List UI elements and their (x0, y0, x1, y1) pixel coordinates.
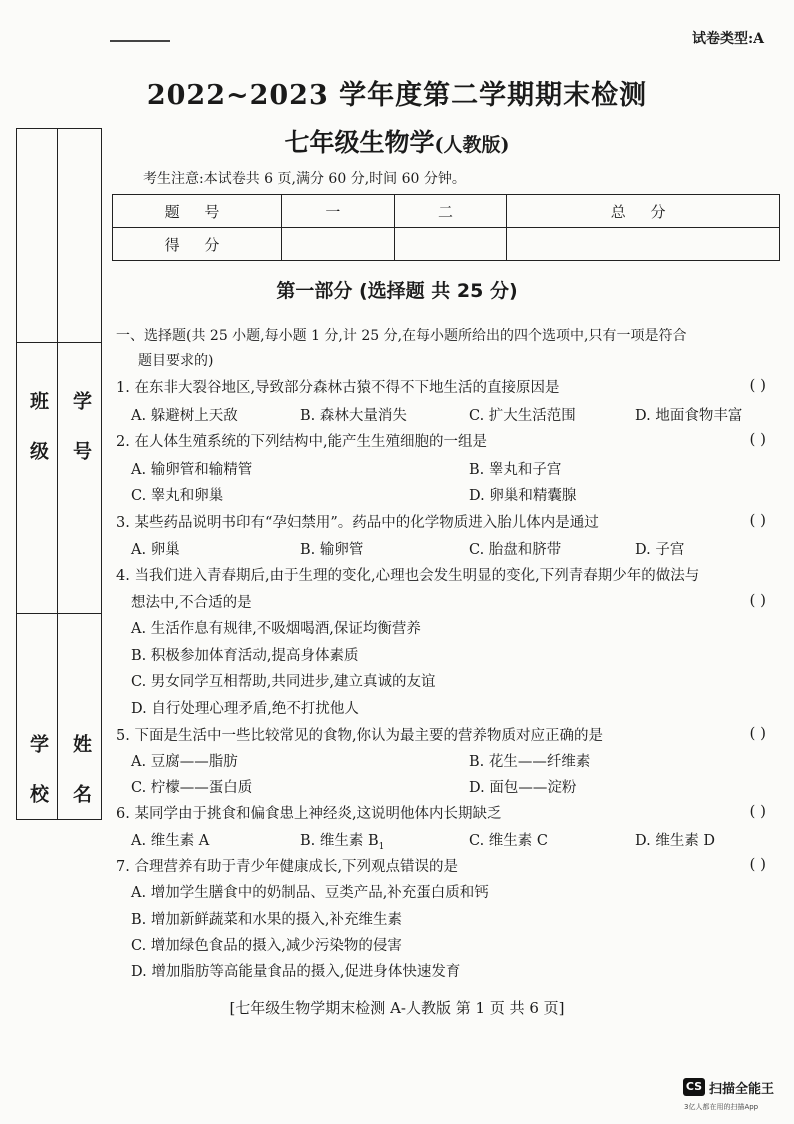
cell-score-1[interactable] (282, 228, 395, 261)
question-6-option-c: C. 维生素 C (469, 833, 548, 849)
subject-name: 七年级生物学 (284, 128, 435, 157)
question-1-option-d: D. 地面食物丰富 (635, 408, 743, 424)
question-7-option-b: B. 增加新鲜蔬菜和水果的摄入,补充维生素 (131, 912, 402, 928)
camscanner-logo-icon: CS (683, 1078, 705, 1096)
student-info-sidebar (16, 128, 102, 820)
question-5-option-b: B. 花生——纤维素 (469, 754, 591, 770)
question-5-stem: 5. 下面是生活中一些比较常见的食物,你认为最主要的营养物质对应正确的是 (116, 728, 604, 744)
answer-paren-7[interactable]: ( ) (749, 855, 766, 873)
question-3-option-a: A. 卵巢 (131, 542, 180, 558)
exam-subtitle (0, 123, 794, 159)
sidebar-divider-vertical (57, 129, 58, 819)
question-4-stem-cont: 想法中,不合适的是 (131, 595, 252, 611)
sidebar-divider-2 (17, 613, 101, 614)
cell-question-number: 题 号 (113, 195, 282, 228)
question-2-stem: 2. 在人体生殖系统的下列结构中,能产生生殖细胞的一组是 (116, 434, 488, 450)
score-table-header-row (113, 195, 780, 228)
question-7-stem: 7. 合理营养有助于青少年健康成长,下列观点错误的是 (116, 859, 459, 875)
score-table (112, 194, 780, 261)
question-2-option-b: B. 睾丸和子宫 (469, 462, 562, 478)
question-3-option-b: B. 输卵管 (300, 542, 364, 558)
exam-notice: 考生注意:本试卷共 6 页,满分 60 分,时间 60 分钟。 (143, 171, 466, 187)
answer-paren-4[interactable]: ( ) (749, 591, 766, 609)
cell-score-2[interactable] (394, 228, 507, 261)
instructions-line-1: 一、选择题(共 25 小题,每小题 1 分,计 25 分,在每小题所给出的四个选项中,只有一项是符合 (116, 328, 687, 344)
cell-part-2: 二 (394, 195, 507, 228)
question-7-option-c: C. 增加绿色食品的摄入,减少污染物的侵害 (131, 938, 402, 954)
instructions-line-2: 题目要求的) (138, 353, 214, 369)
question-3-option-d: D. 子宫 (635, 542, 685, 558)
question-5-option-d: D. 面包——淀粉 (469, 780, 577, 796)
question-6-option-a: A. 维生素 A (131, 833, 210, 849)
school-label: 学 校 (27, 734, 49, 815)
question-5-option-c: C. 柠檬——蛋白质 (131, 780, 253, 796)
question-4-option-d: D. 自行处理心理矛盾,绝不打扰他人 (131, 701, 359, 717)
question-6-option-d: D. 维生素 D (635, 833, 716, 849)
question-3-stem: 3. 某些药品说明书印有“孕妇禁用”。药品中的化学物质进入胎儿体内是通过 (116, 515, 599, 531)
student-number-label: 学 号 (70, 391, 92, 472)
cell-part-1: 一 (282, 195, 395, 228)
name-label: 姓 名 (70, 734, 92, 815)
top-dash (110, 40, 170, 42)
question-6-option-b (300, 829, 384, 852)
question-1-option-c: C. 扩大生活范围 (469, 408, 576, 424)
page-footer: [七年级生物学期末检测 A-人教版 第 1 页 共 6 页] (229, 999, 565, 1017)
camscanner-app-name: 扫描全能王 (709, 1082, 775, 1097)
question-6-stem: 6. 某同学由于挑食和偏食患上神经炎,这说明他体内长期缺乏 (116, 806, 502, 822)
score-table-score-row (113, 228, 780, 261)
sidebar-divider-1 (17, 342, 101, 343)
paper-type-label: 试卷类型:A (691, 31, 764, 47)
question-7-option-d: D. 增加脂肪等高能量食品的摄入,促进身体快速发育 (131, 964, 461, 980)
cell-score-total[interactable] (507, 228, 780, 261)
question-6-option-b-text: B. 维生素 B (300, 833, 379, 849)
class-label: 班 级 (27, 391, 49, 472)
question-1-option-a: A. 躲避树上天敌 (131, 408, 238, 424)
question-1-stem: 1. 在东非大裂谷地区,导致部分森林古猿不得不下地生活的直接原因是 (116, 380, 560, 396)
question-4-option-a: A. 生活作息有规律,不吸烟喝酒,保证均衡营养 (131, 621, 421, 637)
question-2-option-a: A. 输卵管和输精管 (131, 462, 253, 478)
section-instructions (116, 324, 776, 374)
question-4-stem: 4. 当我们进入青春期后,由于生理的变化,心理也会发生明显的变化,下列青春期少年的做法与 (116, 568, 700, 584)
camscanner-tagline: 3亿人都在用的扫描App (684, 1103, 759, 1111)
question-4-option-c: C. 男女同学互相帮助,共同进步,建立真诚的友谊 (131, 674, 436, 690)
question-2-option-c: C. 睾丸和卵巢 (131, 488, 224, 504)
question-2-option-d: D. 卵巢和精囊腺 (469, 488, 577, 504)
cell-score-label: 得 分 (113, 228, 282, 261)
part-one-heading: 第一部分 (选择题 共 25 分) (276, 280, 518, 302)
cell-total: 总 分 (507, 195, 780, 228)
answer-paren-3[interactable]: ( ) (749, 511, 766, 529)
question-3-option-c: C. 胎盘和脐带 (469, 542, 562, 558)
answer-paren-5[interactable]: ( ) (749, 724, 766, 742)
question-4-option-b: B. 积极参加体育活动,提高身体素质 (131, 648, 359, 664)
question-7-option-a: A. 增加学生膳食中的奶制品、豆类产品,补充蛋白质和钙 (131, 885, 489, 901)
edition-label: (人教版) (434, 134, 510, 156)
exam-title: 2022~2023 学年度第二学期期末检测 (146, 80, 648, 111)
answer-paren-2[interactable]: ( ) (749, 430, 766, 448)
question-1-option-b: B. 森林大量消失 (300, 408, 407, 424)
question-6-option-b-subscript: 1 (378, 841, 385, 852)
question-5-option-a: A. 豆腐——脂肪 (131, 754, 238, 770)
answer-paren-6[interactable]: ( ) (749, 802, 766, 820)
answer-paren-1[interactable]: ( ) (749, 376, 766, 394)
